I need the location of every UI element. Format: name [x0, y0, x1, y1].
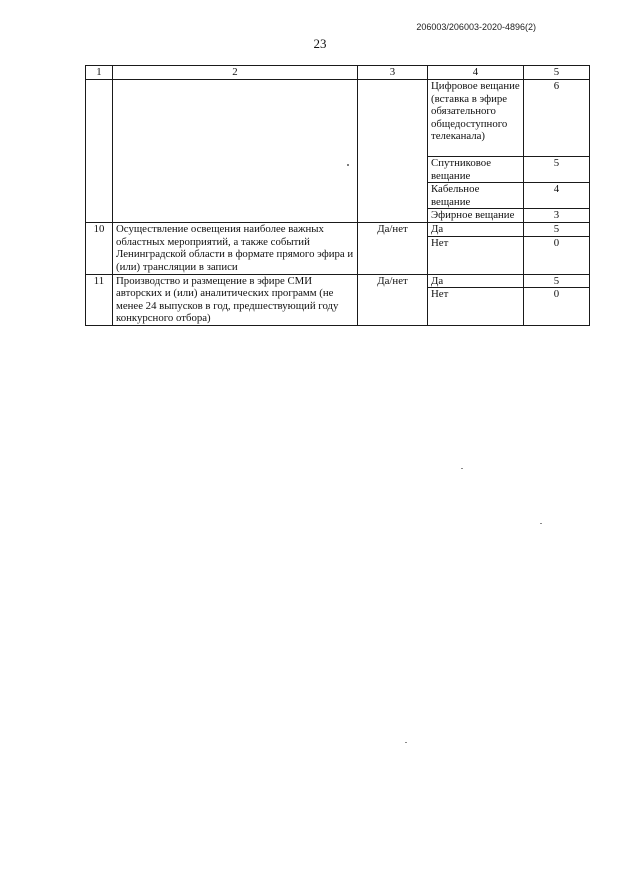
table-row	[86, 222, 590, 236]
type-cell: Да/нет	[358, 274, 428, 326]
row-number-cell	[86, 80, 113, 223]
option-score: 0	[524, 236, 590, 274]
column-header: 2	[113, 66, 358, 80]
option-label: Кабельное вещание	[428, 183, 524, 209]
criterion-cell: Осуществление освещения наиболее важных областных мероприятий, а также событий Ленинградской области в формате прямого эфира и (или) трансляции в записи	[113, 222, 358, 274]
column-header: 4	[428, 66, 524, 80]
scan-dot	[347, 164, 349, 166]
type-cell	[358, 80, 428, 223]
criterion-cell	[113, 80, 358, 223]
type-cell: Да/нет	[358, 222, 428, 274]
scan-speck	[405, 742, 407, 743]
option-score: 5	[524, 157, 590, 183]
option-label: Нет	[428, 236, 524, 274]
column-header: 3	[358, 66, 428, 80]
option-score: 4	[524, 183, 590, 209]
option-score: 6	[524, 80, 590, 157]
option-label: Цифровое вещание (вставка в эфире обязательного общедоступного телеканала)	[428, 80, 524, 157]
criteria-table	[85, 65, 590, 326]
document-number: 206003/206003-2020-4896(2)	[416, 22, 536, 32]
option-score: 5	[524, 222, 590, 236]
option-label: Да	[428, 274, 524, 288]
column-header: 5	[524, 66, 590, 80]
column-header-row	[86, 66, 590, 80]
row-number-cell: 11	[86, 274, 113, 326]
option-label: Да	[428, 222, 524, 236]
page-number: 23	[313, 36, 327, 51]
criterion-cell: Производство и размещение в эфире СМИ авторских и (или) аналитических программ (не менее 24 выпусков в год, предшествующий году конкурсного отбора)	[113, 274, 358, 326]
option-score: 3	[524, 209, 590, 223]
table-row	[86, 80, 590, 157]
column-header: 1	[86, 66, 113, 80]
option-score: 0	[524, 288, 590, 326]
table-row	[86, 274, 590, 288]
option-label: Эфирное вещание	[428, 209, 524, 223]
scan-speck	[540, 523, 542, 524]
option-label: Спутниковое вещание	[428, 157, 524, 183]
row-number-cell: 10	[86, 222, 113, 274]
option-label: Нет	[428, 288, 524, 326]
option-score: 5	[524, 274, 590, 288]
scan-speck	[461, 468, 463, 469]
